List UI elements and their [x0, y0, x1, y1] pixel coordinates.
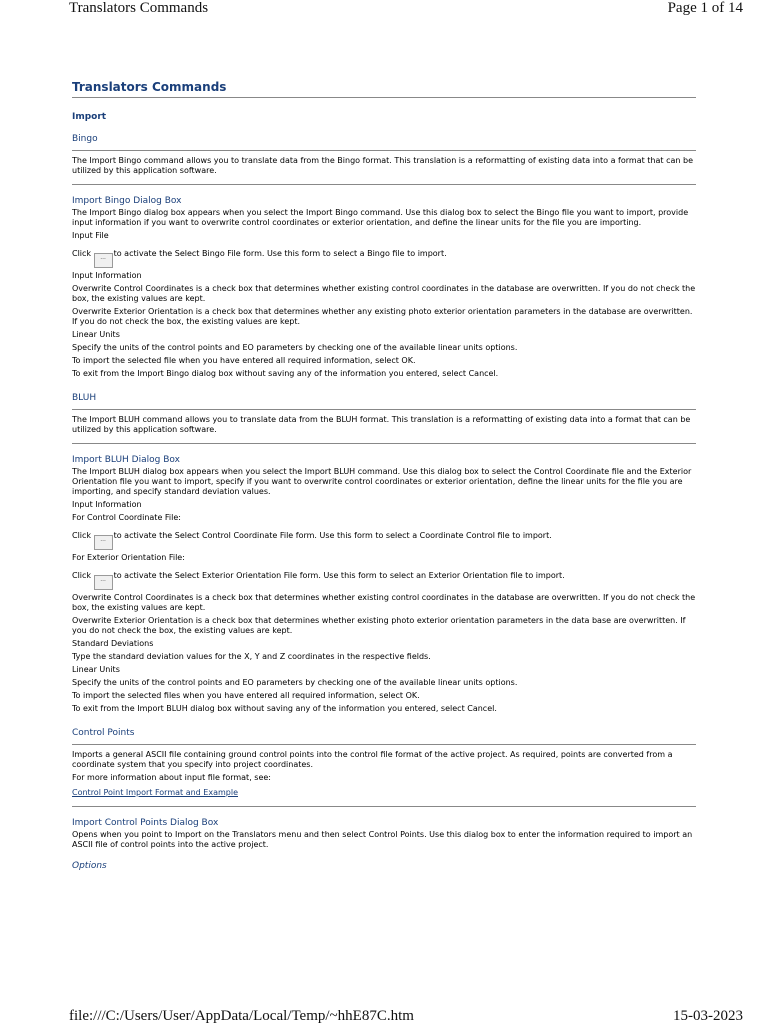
overwrite-eo-desc: Overwrite Exterior Orientation is a check box that determines whether any existing photo exterior orientation parameters in the database are overwritten. If you do not check the box, the existing values are kept.: [72, 307, 693, 326]
bluh-heading: BLUH: [72, 393, 696, 410]
bingo-description: The Import Bingo command allows you to translate data from the Bingo format. This translation is a reformatting of existing data into a format that can be utilized by this application software.: [72, 156, 693, 175]
for-eo-label: For Exterior Orientation File:: [72, 553, 185, 562]
input-file-label: Input File: [72, 231, 109, 240]
bingo-click-text: to activate the Select Bingo File form. Use this form to select a Bingo file to import.: [113, 249, 447, 258]
control-point-import-format-link[interactable]: Control Point Import Format and Example: [72, 788, 238, 797]
divider: [72, 806, 696, 807]
click-label: Click: [72, 531, 92, 540]
ok-instruction: To import the selected file when you have entered all required information, select OK.: [72, 356, 416, 365]
footer-file-path: file:///C:/Users/User/AppData/Local/Temp/~hhE87C.htm: [69, 1008, 414, 1024]
footer-date: 15-03-2023: [673, 1008, 743, 1024]
input-information-label: Input Information: [72, 271, 142, 280]
input-information-label: Input Information: [72, 500, 142, 509]
import-bingo-dialog-heading: Import Bingo Dialog Box: [72, 196, 182, 206]
linear-units-label: Linear Units: [72, 330, 120, 339]
browse-button[interactable]: ...: [94, 535, 113, 550]
cancel-instruction: To exit from the Import Bingo dialog box without saving any of the information you entered, select Cancel.: [72, 369, 499, 378]
ok-instruction: To import the selected files when you have entered all required information, select OK.: [72, 691, 420, 700]
options-heading: Options: [72, 861, 107, 871]
header-page-number: Page 1 of 14: [667, 0, 743, 16]
standard-deviations-label: Standard Deviations: [72, 639, 154, 648]
click-label: Click: [72, 571, 92, 580]
divider: [72, 443, 696, 444]
bluh-eo-click-line: [72, 571, 696, 590]
bluh-eo-click-text: to activate the Select Exterior Orientation File form. Use this form to select an Exterior Orientation file to import.: [113, 571, 565, 580]
control-points-description: Imports a general ASCII file containing ground control points into the control file format of the active project. As required, points are converted from a coordinate system that you specify into project coordinates.: [72, 750, 673, 769]
bluh-dialog-description: The Import BLUH dialog box appears when you select the Import BLUH command. Use this dialog box to select the Control Coordinate file and the Exterior Orientation file you want to import, specify if you want to overwrite control coordinates or exterior orientation, define the linear units for the file you are importing, and specify standard deviation values.: [72, 467, 692, 496]
header-title: Translators Commands: [69, 0, 209, 16]
control-points-dialog-description: Opens when you point to Import on the Translators menu and then select Control Points. Use this dialog box to enter the information required to import an ASCII file of control points into the active project.: [72, 830, 693, 849]
bluh-control-click-line: [72, 531, 696, 550]
import-heading: Import: [72, 112, 107, 122]
overwrite-control-desc: Overwrite Control Coordinates is a check box that determines whether existing control coordinates in the database are overwritten. If you do not check the box, the existing values are kept.: [72, 593, 696, 612]
divider: [72, 184, 696, 185]
overwrite-control-desc: Overwrite Control Coordinates is a check box that determines whether existing control coordinates in the database are overwritten. If you do not check the box, the existing values are kept.: [72, 284, 696, 303]
control-points-heading: Control Points: [72, 728, 696, 745]
bluh-description: The Import BLUH command allows you to translate data from the BLUH format. This translation is a reformatting of existing data into a format that can be utilized by this application software.: [72, 415, 691, 434]
document-content: [72, 80, 696, 871]
linear-units-desc: Specify the units of the control points and EO parameters by checking one of the available linear units options.: [72, 678, 518, 687]
page-title: Translators Commands: [72, 80, 696, 98]
more-info-text: For more information about input file format, see:: [72, 773, 271, 782]
click-label: Click: [72, 249, 92, 258]
standard-deviations-desc: Type the standard deviation values for the X, Y and Z coordinates in the respective fields.: [72, 652, 431, 661]
browse-button[interactable]: ...: [94, 575, 113, 590]
import-bluh-dialog-heading: Import BLUH Dialog Box: [72, 455, 180, 465]
browse-button[interactable]: ...: [94, 253, 113, 268]
linear-units-desc: Specify the units of the control points and EO parameters by checking one of the available linear units options.: [72, 343, 518, 352]
bluh-control-click-text: to activate the Select Control Coordinate File form. Use this form to select a Coordinate Control file to import.: [113, 531, 552, 540]
overwrite-eo-desc: Overwrite Exterior Orientation is a check box that determines whether existing photo exterior orientation parameters in the data base are overwritten. If you do not check the box, the existing values are kept.: [72, 616, 686, 635]
bingo-click-line: [72, 249, 696, 268]
import-control-points-dialog-heading: Import Control Points Dialog Box: [72, 818, 219, 828]
linear-units-label: Linear Units: [72, 665, 120, 674]
for-control-label: For Control Coordinate File:: [72, 513, 181, 522]
bingo-heading: Bingo: [72, 134, 696, 151]
cancel-instruction: To exit from the Import BLUH dialog box without saving any of the information you entered, select Cancel.: [72, 704, 497, 713]
bingo-dialog-description: The Import Bingo dialog box appears when you select the Import Bingo command. Use this dialog box to select the Bingo file you want to import, provide input information if you want to overwrite control coordinates or exterior orientation, and define the linear units for the file you are importing.: [72, 208, 689, 227]
